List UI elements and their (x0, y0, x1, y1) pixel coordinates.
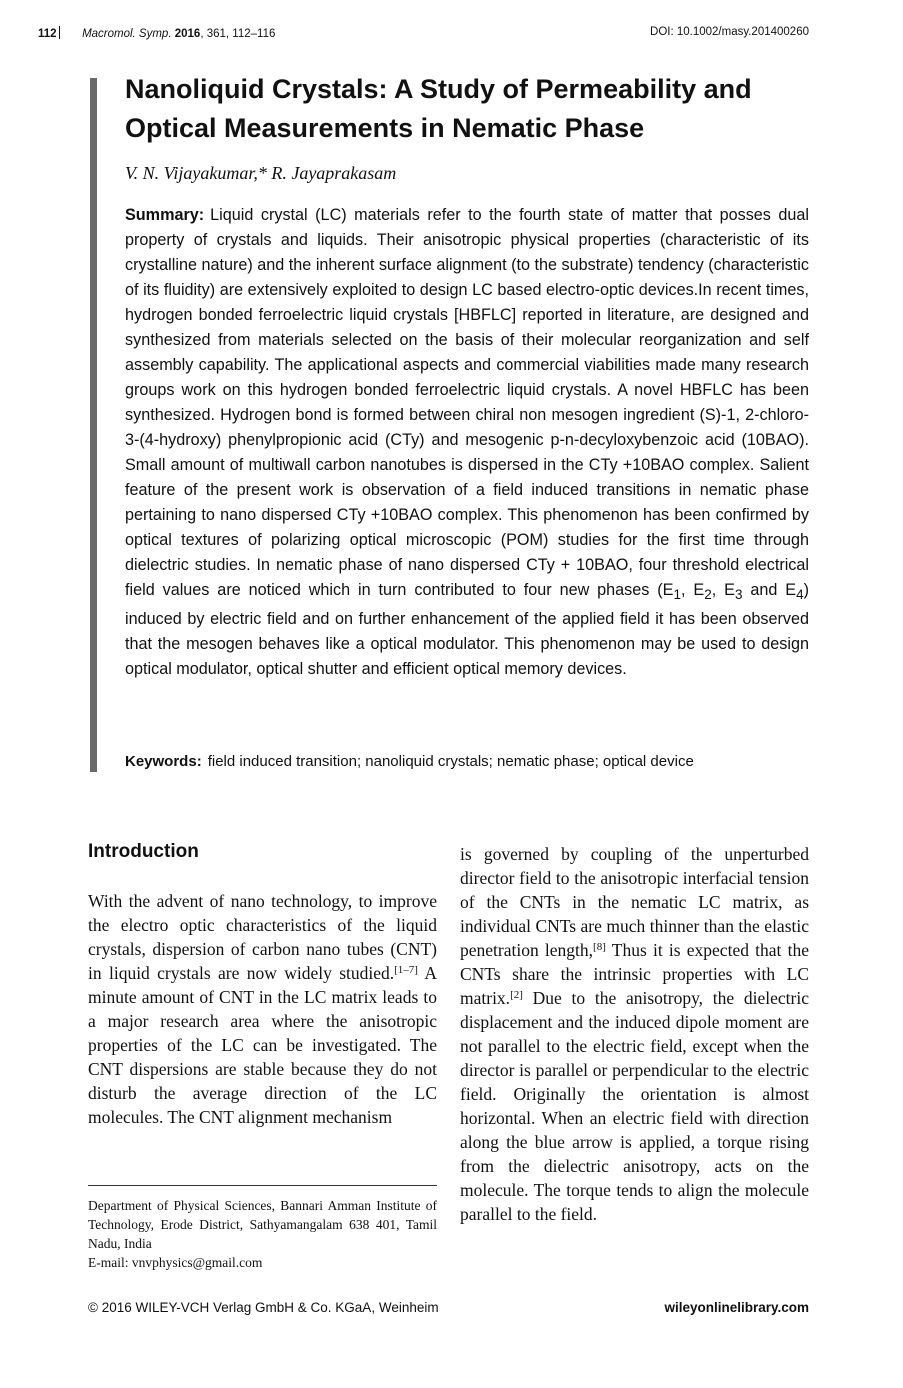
article-title: Nanoliquid Crystals: A Study of Permeability and Optical Measurements in Nematic Phase (125, 74, 752, 143)
publisher-website-link[interactable]: wileyonlinelibrary.com (664, 1300, 809, 1315)
running-header (38, 26, 275, 40)
citation-8[interactable]: [8] (593, 941, 606, 953)
author-list: V. N. Vijayakumar,* R. Jayaprakasam (125, 163, 397, 183)
keywords-label: Keywords: (125, 753, 202, 770)
header-divider (59, 26, 61, 39)
section-heading-introduction: Introduction (88, 841, 199, 862)
subscript-e2: 2 (704, 587, 712, 603)
publication-year: 2016 (174, 28, 201, 40)
page-number: 112 (38, 28, 57, 40)
subscript-e1: 1 (673, 587, 681, 603)
subscript-e3: 3 (734, 587, 743, 603)
author-email[interactable]: E-mail: vnvphysics@gmail.com (88, 1255, 263, 1270)
citation-1-7[interactable]: [1–7] (394, 964, 418, 976)
journal-name: Macromol. Symp. (82, 28, 172, 40)
intro-left-text-1: With the advent of nano technology, to improve the electro optic characteristics of the liquid crystals, dispersion of carbon nano tubes (CNT) in liquid crystals are now widely studied. (88, 891, 437, 983)
keywords-line (125, 753, 694, 770)
doi: DOI: 10.1002/masy.201400260 (650, 26, 809, 38)
intro-right-text-3: Due to the anisotropy, the dielectric displacement and the induced dipole moment are not parallel to the electric field, except when the director is parallel or perpendicular to the electric field. Originally the orientation is almost horizontal. When an electric field with direction along the blue arrow is applied, a torque rising from the dielectric anisotropy, acts on the molecule. The torque tends to align the molecule parallel to the field. (460, 988, 809, 1224)
intro-right-text-1: is governed by coupling of the unperturbed director field to the anisotropic interfacial tension of the CNTs in the nematic LC matrix, as individual CNTs are much thinner than the elastic penetration length, (460, 844, 809, 960)
intro-left-text-2: A minute amount of CNT in the LC matrix leads to a major research area where the anisotropic properties of the LC can be investigated. The CNT dispersions are stable because they do not disturb the average direction of the LC molecules. The CNT alignment mechanism (88, 963, 437, 1127)
intro-right-text-2: Thus it is expected that the CNTs share the intrinsic properties with LC matrix. (460, 940, 809, 1008)
copyright-notice: © 2016 WILEY-VCH Verlag GmbH & Co. KGaA, Weinheim (88, 1300, 439, 1315)
affiliation-footnote (88, 1196, 437, 1272)
summary-paragraph: Summary: Liquid crystal (LC) materials refer to the fourth state of matter that posses dual property of crystals and liquids. Their anisotropic physical properties (characteristic of its crystalline nature) and the inherent surface alignment (to the substrate) tendency (characteristic of its fluidity) are extensively exploited to design LC based electro-optic devices.In recent times, hydrogen bonded ferroelectric liquid crystals [HBFLC] reported in literature, are designed and synthesized from materials selected on the basis of their molecular reorganization and self assembly capability. The applicational aspects and commercial viabilities made many research groups work on this hydrogen bonded ferroelectric liquid crystals. A novel HBFLC has been synthesized. Hydrogen bond is formed between chiral non mesogen ingredient (S)-1, 2-chloro-3-(4-hydroxy) phenylpropionic acid (CTy) and mesogenic p-n-decyloxybenzoic acid (10BAO). Small amount of multiwall carbon nanotubes is dispersed in the CTy +10BAO complex. Salient feature of the present work is observation of a field induced transitions in nematic phase pertaining to nano dispersed CTy +10BAO complex. This phenomenon has been confirmed by optical textures of polarizing optical microscopic (POM) studies for the first time through dielectric studies. In nematic phase of nano dispersed CTy + 10BAO, four threshold electrical field values are noticed which in turn contributed to four new phases ($E_1$, $E_2$, $E_3$ and $E_4$) induced by electric field and on further enhancement of the applied field it has been observed that the mesogen behaves like a optical modulator. This phenomenon may be used to design optical modulator, optical shutter and efficient optical memory devices. (125, 206, 810, 679)
volume-pages: , 361, 112–116 (200, 28, 276, 40)
citation-2[interactable]: [2] (510, 989, 523, 1001)
keywords-text: field induced transition; nanoliquid crystals; nematic phase; optical device (207, 753, 694, 770)
intro-right-column (460, 842, 809, 1226)
intro-left-column (88, 889, 437, 1129)
summary-text-part2: ) induced by electric field and on further enhancement of the applied field it has been observed that the mesogen behaves like a optical modulator. This phenomenon may be used to design optical modulator, optical shutter and efficient optical memory devices. (125, 581, 810, 679)
summary-label: Summary: (125, 206, 205, 224)
summary-text-part1: Liquid crystal (LC) materials refer to the fourth state of matter that posses dual property of crystals and liquids. Their anisotropic physical properties (characteristic of its crystalline nature) and the inherent surface alignment (to the substrate) tendency (characteristic of its fluidity) are extensively exploited to design LC based electro-optic devices.In recent times, hydrogen bonded ferroelectric liquid crystals [HBFLC] reported in literature, are designed and synthesized from materials selected on the basis of their molecular reorganization and self assembly capability. The applicational aspects and commercial viabilities made many research groups work on this hydrogen bonded ferroelectric liquid crystals. A novel HBFLC has been synthesized. Hydrogen bond is formed between chiral non mesogen ingredient (S)-1, 2-chloro-3-(4-hydroxy) phenylpropionic acid (CTy) and mesogenic p-n-decyloxybenzoic acid (10BAO). Small amount of multiwall carbon nanotubes is dispersed in the CTy +10BAO complex. Salient feature of the present work is observation of a field induced transitions in nematic phase pertaining to nano dispersed CTy +10BAO complex. This phenomenon has been confirmed by optical textures of polarizing optical microscopic (POM) studies for the first time through dielectric studies. In nematic phase of nano dispersed CTy + 10BAO, four threshold electrical field values are noticed which in turn contributed to four new phases (E (125, 206, 809, 599)
affiliation-text: Department of Physical Sciences, Bannari Amman Institute of Technology, Erode District, Sathyamangalam 638 401, Tamil Nadu, India (88, 1198, 437, 1251)
abstract-side-bar (90, 78, 97, 772)
subscript-e4: 4 (796, 587, 804, 603)
footnote-divider (88, 1185, 437, 1186)
